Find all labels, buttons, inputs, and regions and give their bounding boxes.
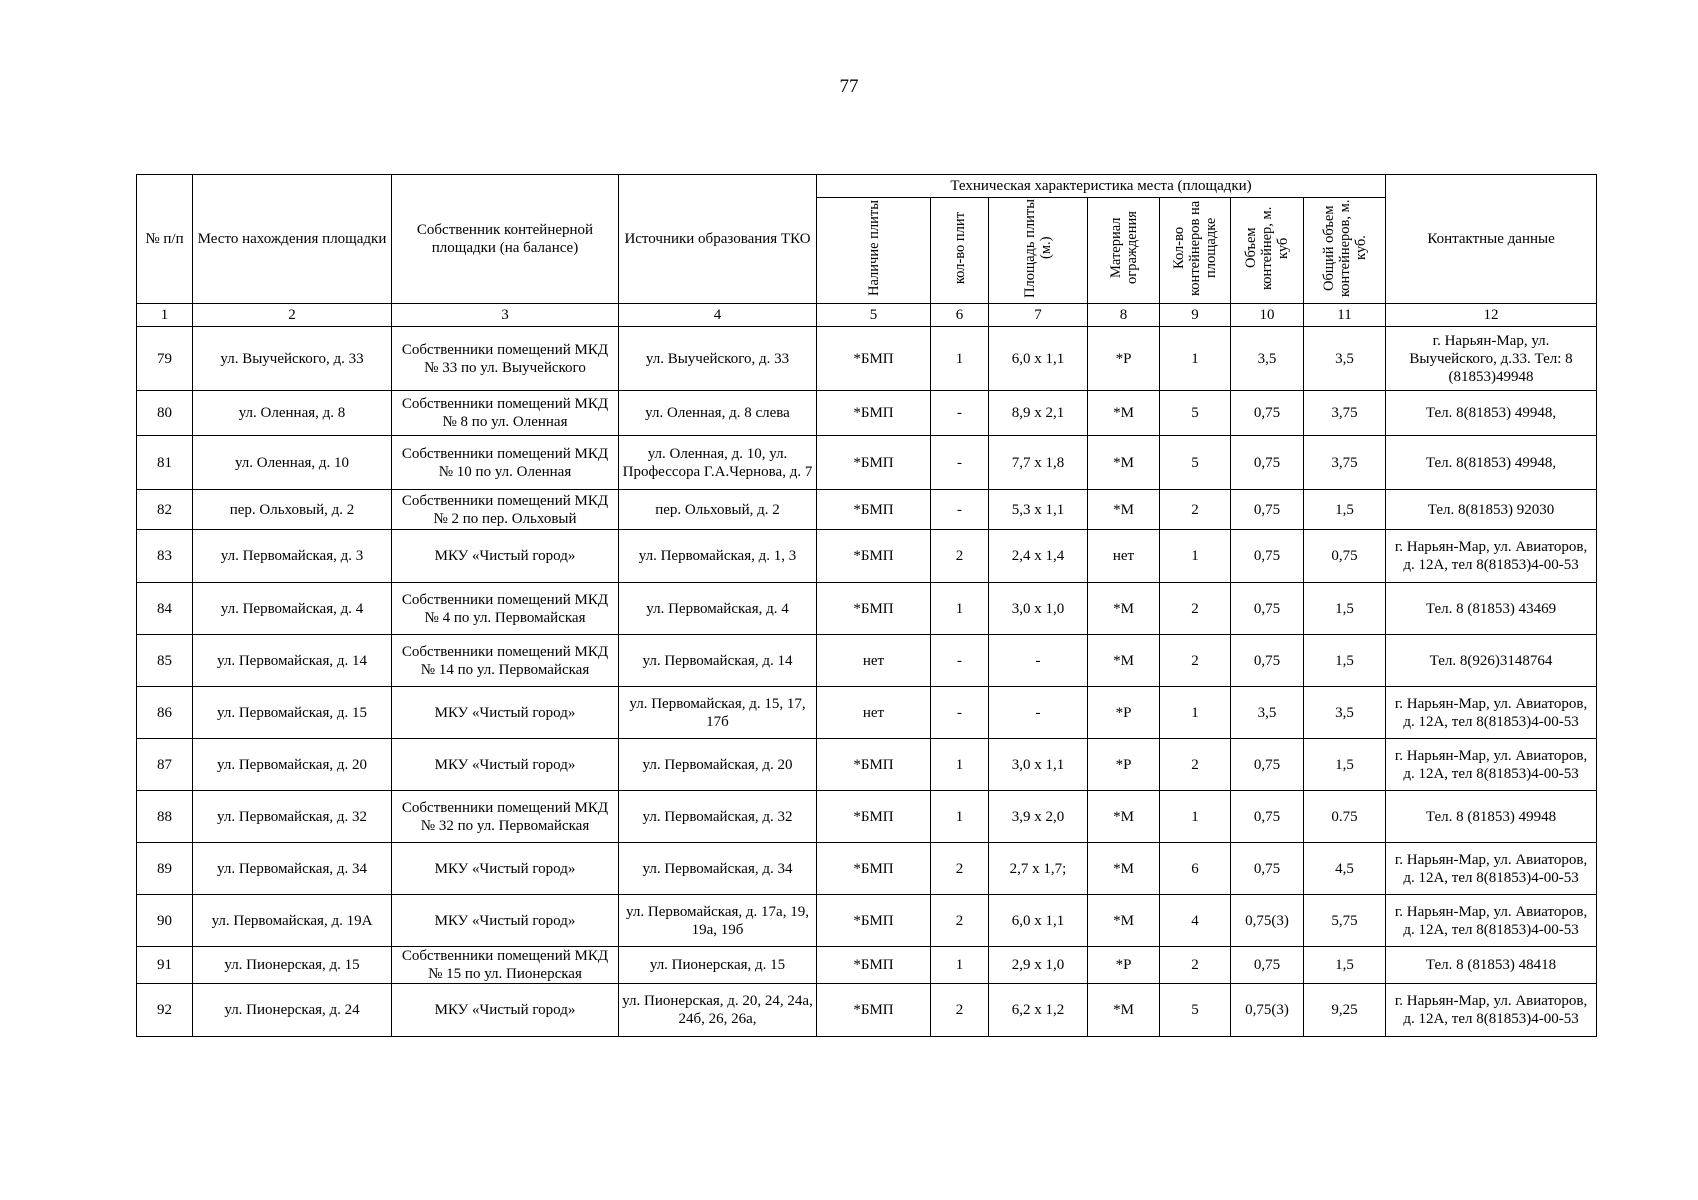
cell-no: 91 [137,947,193,984]
cell-total-volume: 3,5 [1304,687,1386,739]
cell-sources: ул. Оленная, д. 8 слева [619,391,817,436]
cell-area: 6,0 х 1,1 [989,327,1088,391]
header-fence-text: Материал ограждения [1107,211,1140,285]
cell-contacts: г. Нарьян-Мар, ул. Авиаторов, д. 12А, тел 8(81853)4-00-53 [1386,984,1597,1037]
cell-owner: МКУ «Чистый город» [392,895,619,947]
cell-contacts: Тел. 8 (81853) 49948 [1386,791,1597,843]
table-row [137,327,1597,391]
cell-location: ул. Выучейского, д. 33 [193,327,392,391]
cell-sources: ул. Первомайская, д. 1, 3 [619,530,817,583]
header-no: № п/п [137,175,193,304]
cell-no: 82 [137,490,193,530]
header-total-volume-text: Общий объем контейнеров, м. куб. [1320,199,1369,297]
cell-owner: МКУ «Чистый город» [392,843,619,895]
cell-no: 79 [137,327,193,391]
header-total-volume [1304,198,1386,304]
cell-slab-count: - [931,490,989,530]
cell-contacts: Тел. 8(81853) 49948, [1386,436,1597,490]
table-body [137,327,1597,1037]
cell-contacts: г. Нарьян-Мар, ул. Авиаторов, д. 12А, тел 8(81853)4-00-53 [1386,739,1597,791]
cell-volume: 0,75 [1231,436,1304,490]
header-slab-count [931,198,989,304]
header-slab-count-text: кол-во плит [951,211,968,285]
cell-fence: *М [1088,843,1160,895]
cell-fence: *М [1088,391,1160,436]
cell-slab: *БМП [817,791,931,843]
cell-fence: *М [1088,436,1160,490]
cell-volume: 3,5 [1231,687,1304,739]
cell-fence: *Р [1088,739,1160,791]
cell-containers: 1 [1160,327,1231,391]
cell-location: ул. Первомайская, д. 3 [193,530,392,583]
cell-slab: *БМП [817,490,931,530]
cell-slab: нет [817,687,931,739]
cell-contacts: г. Нарьян-Мар, ул. Авиаторов, д. 12А, тел 8(81853)4-00-53 [1386,530,1597,583]
cell-volume: 0,75(3) [1231,984,1304,1037]
cell-contacts: г. Нарьян-Мар, ул. Авиаторов, д. 12А, тел 8(81853)4-00-53 [1386,895,1597,947]
cell-no: 81 [137,436,193,490]
cell-volume: 0,75 [1231,583,1304,635]
cell-location: ул. Первомайская, д. 14 [193,635,392,687]
cell-location: ул. Оленная, д. 8 [193,391,392,436]
cell-contacts: г. Нарьян-Мар, ул. Авиаторов, д. 12А, тел 8(81853)4-00-53 [1386,843,1597,895]
cell-no: 83 [137,530,193,583]
cell-total-volume: 3,5 [1304,327,1386,391]
cell-slab: *БМП [817,327,931,391]
cell-fence: *Р [1088,687,1160,739]
cell-total-volume: 1,5 [1304,739,1386,791]
cell-sources: ул. Первомайская, д. 14 [619,635,817,687]
cell-slab-count: - [931,687,989,739]
cell-location: ул. Первомайская, д. 4 [193,583,392,635]
cell-area: - [989,635,1088,687]
cell-volume: 0,75(3) [1231,895,1304,947]
cell-sources: ул. Первомайская, д. 4 [619,583,817,635]
cell-fence: *М [1088,635,1160,687]
cell-slab-count: 2 [931,530,989,583]
cell-fence: *Р [1088,947,1160,984]
cell-owner: Собственники помещений МКД № 33 по ул. Выучейского [392,327,619,391]
cell-containers: 6 [1160,843,1231,895]
cell-area: 3,9 х 2,0 [989,791,1088,843]
cell-owner: Собственники помещений МКД № 15 по ул. Пионерская [392,947,619,984]
cell-slab: *БМП [817,947,931,984]
cell-slab: *БМП [817,530,931,583]
table-row [137,436,1597,490]
cell-slab: *БМП [817,583,931,635]
header-volume [1231,198,1304,304]
cell-volume: 0,75 [1231,530,1304,583]
cell-containers: 2 [1160,490,1231,530]
table-row [137,947,1597,984]
cell-sources: ул. Пионерская, д. 15 [619,947,817,984]
cell-contacts: Тел. 8(81853) 92030 [1386,490,1597,530]
column-number: 7 [989,304,1088,327]
cell-owner: Собственники помещений МКД № 2 по пер. Ольховый [392,490,619,530]
cell-slab: *БМП [817,436,931,490]
cell-volume: 0,75 [1231,791,1304,843]
cell-containers: 5 [1160,436,1231,490]
cell-slab-count: 1 [931,791,989,843]
cell-contacts: Тел. 8(926)3148764 [1386,635,1597,687]
cell-no: 88 [137,791,193,843]
column-number: 8 [1088,304,1160,327]
header-area-text: Площадь плиты (м.) [1022,198,1054,298]
cell-volume: 0,75 [1231,739,1304,791]
cell-containers: 2 [1160,583,1231,635]
cell-slab: *БМП [817,739,931,791]
cell-area: 3,0 х 1,0 [989,583,1088,635]
cell-owner: Собственники помещений МКД № 14 по ул. Первомайская [392,635,619,687]
cell-slab: *БМП [817,984,931,1037]
table-row [137,635,1597,687]
cell-sources: ул. Оленная, д. 10, ул. Профессора Г.А.Чернова, д. 7 [619,436,817,490]
cell-sources: пер. Ольховый, д. 2 [619,490,817,530]
column-number: 11 [1304,304,1386,327]
cell-slab-count: - [931,391,989,436]
cell-fence: *М [1088,895,1160,947]
cell-contacts: г. Нарьян-Мар, ул. Авиаторов, д. 12А, тел 8(81853)4-00-53 [1386,687,1597,739]
cell-contacts: Тел. 8 (81853) 48418 [1386,947,1597,984]
cell-owner: Собственники помещений МКД № 8 по ул. Оленная [392,391,619,436]
cell-area: 5,3 х 1,1 [989,490,1088,530]
cell-slab-count: - [931,436,989,490]
cell-area: 6,0 х 1,1 [989,895,1088,947]
header-containers-text: Кол-во контейнеров на площадке [1171,200,1219,296]
cell-area: 7,7 х 1,8 [989,436,1088,490]
cell-containers: 2 [1160,947,1231,984]
page-number: 77 [839,76,859,97]
cell-location: ул. Первомайская, д. 19А [193,895,392,947]
cell-slab: *БМП [817,391,931,436]
cell-fence: *М [1088,984,1160,1037]
cell-volume: 0,75 [1231,635,1304,687]
header-fence [1088,198,1160,304]
cell-owner: МКУ «Чистый город» [392,984,619,1037]
cell-total-volume: 9,25 [1304,984,1386,1037]
table-row [137,583,1597,635]
cell-no: 92 [137,984,193,1037]
cell-sources: ул. Первомайская, д. 20 [619,739,817,791]
column-number-row [137,304,1597,327]
header-location: Место нахождения площадки [193,175,392,304]
cell-total-volume: 0.75 [1304,791,1386,843]
cell-location: ул. Пионерская, д. 24 [193,984,392,1037]
cell-containers: 2 [1160,635,1231,687]
cell-volume: 0,75 [1231,490,1304,530]
cell-total-volume: 1,5 [1304,583,1386,635]
cell-total-volume: 1,5 [1304,635,1386,687]
cell-owner: Собственники помещений МКД № 4 по ул. Первомайская [392,583,619,635]
cell-owner: Собственники помещений МКД № 10 по ул. Оленная [392,436,619,490]
cell-contacts: г. Нарьян-Мар, ул. Выучейского, д.33. Тел: 8 (81853)49948 [1386,327,1597,391]
cell-owner: Собственники помещений МКД № 32 по ул. Первомайская [392,791,619,843]
column-number: 5 [817,304,931,327]
cell-slab-count: 2 [931,984,989,1037]
cell-area: 2,7 х 1,7; [989,843,1088,895]
cell-fence: *Р [1088,327,1160,391]
header-volume-text: Объем контейнер, м. куб [1243,206,1291,290]
table-row [137,687,1597,739]
column-number: 12 [1386,304,1597,327]
cell-total-volume: 1,5 [1304,947,1386,984]
cell-location: ул. Оленная, д. 10 [193,436,392,490]
header-sources: Источники образования ТКО [619,175,817,304]
cell-area: 2,9 х 1,0 [989,947,1088,984]
cell-sources: ул. Выучейского, д. 33 [619,327,817,391]
cell-contacts: Тел. 8(81853) 49948, [1386,391,1597,436]
cell-location: ул. Первомайская, д. 20 [193,739,392,791]
cell-area: 2,4 х 1,4 [989,530,1088,583]
cell-slab: *БМП [817,895,931,947]
cell-total-volume: 5,75 [1304,895,1386,947]
table-row [137,490,1597,530]
column-number: 9 [1160,304,1231,327]
cell-slab: *БМП [817,843,931,895]
cell-slab-count: 2 [931,895,989,947]
cell-containers: 2 [1160,739,1231,791]
cell-sources: ул. Первомайская, д. 34 [619,843,817,895]
cell-containers: 1 [1160,791,1231,843]
cell-volume: 0,75 [1231,843,1304,895]
cell-fence: *М [1088,583,1160,635]
cell-total-volume: 4,5 [1304,843,1386,895]
cell-sources: ул. Пионерская, д. 20, 24, 24а, 24б, 26, 26а, [619,984,817,1037]
cell-no: 90 [137,895,193,947]
cell-slab-count: 1 [931,327,989,391]
cell-location: ул. Пионерская, д. 15 [193,947,392,984]
cell-total-volume: 3,75 [1304,436,1386,490]
cell-owner: МКУ «Чистый город» [392,687,619,739]
cell-no: 85 [137,635,193,687]
cell-location: пер. Ольховый, д. 2 [193,490,392,530]
cell-location: ул. Первомайская, д. 15 [193,687,392,739]
cell-slab-count: - [931,635,989,687]
header-technical-group: Техническая характеристика места (площадки) [817,175,1386,198]
cell-slab-count: 1 [931,947,989,984]
cell-containers: 1 [1160,530,1231,583]
column-number: 1 [137,304,193,327]
table-row [137,739,1597,791]
cell-volume: 0,75 [1231,391,1304,436]
cell-location: ул. Первомайская, д. 34 [193,843,392,895]
table-row [137,530,1597,583]
container-sites-table [136,174,1597,1037]
header-area [989,198,1088,304]
cell-no: 84 [137,583,193,635]
cell-area: 3,0 х 1,1 [989,739,1088,791]
cell-owner: МКУ «Чистый город» [392,530,619,583]
cell-no: 87 [137,739,193,791]
cell-sources: ул. Первомайская, д. 32 [619,791,817,843]
table-row [137,895,1597,947]
column-number: 2 [193,304,392,327]
cell-no: 80 [137,391,193,436]
cell-sources: ул. Первомайская, д. 17а, 19, 19а, 19б [619,895,817,947]
cell-containers: 5 [1160,391,1231,436]
column-number: 3 [392,304,619,327]
cell-fence: *М [1088,490,1160,530]
header-contacts: Контактные данные [1386,175,1597,304]
cell-volume: 3,5 [1231,327,1304,391]
table-row [137,984,1597,1037]
column-number: 6 [931,304,989,327]
cell-area: - [989,687,1088,739]
cell-total-volume: 0,75 [1304,530,1386,583]
cell-fence: *М [1088,791,1160,843]
cell-containers: 5 [1160,984,1231,1037]
cell-slab-count: 1 [931,739,989,791]
cell-containers: 4 [1160,895,1231,947]
table-row [137,843,1597,895]
table-row [137,391,1597,436]
cell-total-volume: 3,75 [1304,391,1386,436]
cell-owner: МКУ «Чистый город» [392,739,619,791]
cell-contacts: Тел. 8 (81853) 43469 [1386,583,1597,635]
cell-sources: ул. Первомайская, д. 15, 17, 17б [619,687,817,739]
cell-no: 89 [137,843,193,895]
cell-area: 8,9 х 2,1 [989,391,1088,436]
cell-slab-count: 1 [931,583,989,635]
cell-area: 6,2 х 1,2 [989,984,1088,1037]
cell-slab: нет [817,635,931,687]
cell-slab-count: 2 [931,843,989,895]
cell-no: 86 [137,687,193,739]
cell-total-volume: 1,5 [1304,490,1386,530]
table-row [137,791,1597,843]
cell-volume: 0,75 [1231,947,1304,984]
cell-location: ул. Первомайская, д. 32 [193,791,392,843]
header-slab [817,198,931,304]
cell-containers: 1 [1160,687,1231,739]
column-number: 10 [1231,304,1304,327]
column-number: 4 [619,304,817,327]
header-owner: Собственник контейнерной площадки (на балансе) [392,175,619,304]
header-slab-text: Наличие плиты [865,200,882,296]
header-containers [1160,198,1231,304]
cell-fence: нет [1088,530,1160,583]
